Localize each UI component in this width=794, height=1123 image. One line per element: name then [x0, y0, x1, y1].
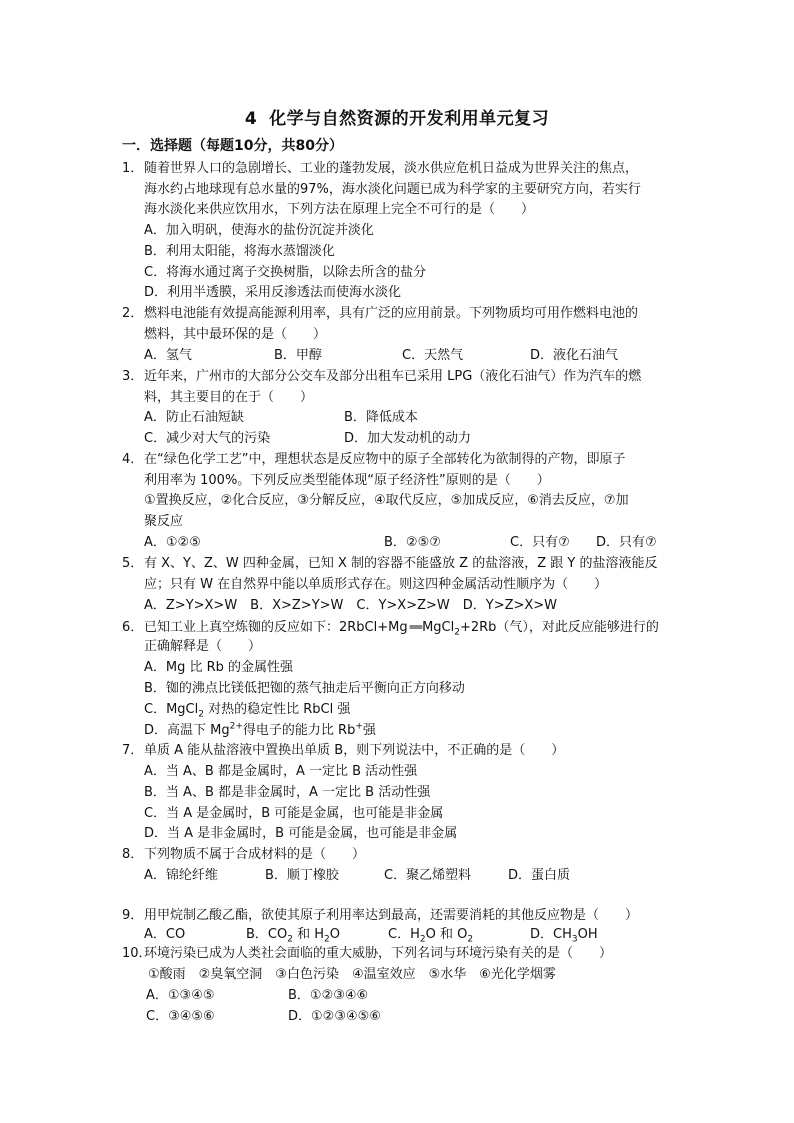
question-1-line-3: 海水淡化来供应饮用水，下列方法在原理上完全不可行的是（ ）: [144, 202, 535, 217]
question-9-line-1: 9．用甲烷制乙酸乙酯，欲使其原子利用率达到最高，还需要消耗的其他反应物是（ ）: [122, 908, 639, 923]
question-3-line-1: 3．近年来，广州市的大部分公交车及部分出租车已采用 LPG（液化石油气）作为汽车的燃: [122, 369, 642, 384]
title-text: 化学与自然资源的开发利用单元复习: [269, 109, 550, 129]
section-heading: 一．选择题（每题10分，共80分）: [122, 138, 343, 154]
question-number: 1．: [122, 161, 144, 176]
question-2-option-b: B．甲醇: [274, 348, 322, 363]
document-title: [0, 104, 794, 129]
question-4-option-c: C．只有⑦: [510, 535, 570, 550]
question-6-line-1: 6．已知工业上真空炼铷的反应如下：2RbCl+Mg ══ MgCl$_2$+2Rb（气），对此反应能够进行的: [122, 617, 659, 638]
question-10-options-row-1: [0, 986, 794, 1006]
question-7-line-1: 7．单质 A 能从盐溶液中置换出单质 B，则下列说法中，不正确的是（ ）: [122, 743, 565, 758]
question-2-options: [0, 346, 794, 366]
question-4-line-1: 4．在“绿色化学工艺”中，理想状态是反应物中的原子全部转化为欲制得的产物，即原子: [122, 452, 626, 467]
question-4-option-d: D．只有⑦: [596, 535, 657, 550]
question-4-option-b: B．②⑤⑦: [384, 535, 441, 550]
question-6-line-2: 正确解释是（ ）: [144, 639, 262, 654]
question-7-option-c: C．当 A 是金属时，B 可能是金属，也可能是非金属: [144, 806, 444, 821]
question-10-option-b: B．①②③④⑥: [288, 988, 369, 1003]
question-9-option-d: D．$CH_3OH$: [530, 927, 598, 945]
question-4-list-line-1: ①置换反应，②化合反应，③分解反应，④取代反应，⑤加成反应，⑥消去反应，⑦加: [144, 493, 629, 508]
question-9-option-b: B．$CO_2$ 和 $H_2O$: [246, 927, 340, 945]
question-2-line-2: 燃料，其中最环保的是（ ）: [144, 327, 327, 342]
question-4-option-a: A．①②⑤: [144, 535, 201, 550]
question-7-option-b: B．当 A、B 都是非金属时，A 一定比 B 活动性强: [144, 785, 431, 800]
question-5-line-2: 应；只有 W 在自然界中能以单质形式存在。则这四种金属活动性顺序为（ ）: [144, 577, 608, 592]
question-4-list-line-2: 聚反应: [144, 514, 184, 529]
question-8-option-b: B．顺丁橡胶: [265, 868, 339, 883]
question-6-option-c: C．MgCl$_2$ 对热的稳定性比 RbCl 强: [144, 702, 351, 720]
question-8-line-1: 8．下列物质不属于合成材料的是（ ）: [122, 847, 366, 862]
question-2-option-a: A．氢气: [144, 348, 192, 363]
question-4-line-2: 利用率为 100%。下列反应类型能体现“原子经济性”原则的是（ ）: [144, 473, 550, 488]
title-number: 4: [244, 109, 258, 129]
question-3-options-row-2: [0, 429, 794, 449]
question-7-option-d: D．当 A 是非金属时，B 可能是金属，也可能是非金属: [144, 826, 458, 841]
question-7-option-a: A．当 A、B 都是金属时，A 一定比 B 活动性强: [144, 764, 418, 779]
question-6-option-a: A．Mg 比 Rb 的金属性强: [144, 660, 294, 675]
question-5-line-1: 5．有 X、Y、Z、W 四种金属，已知 X 制的容器不能盛放 Z 的盐溶液，Z 跟 Y 的盐溶液能反: [122, 556, 658, 571]
question-8-option-a: A．锦纶纤维: [144, 868, 218, 883]
question-2-option-c: C．天然气: [402, 348, 464, 363]
question-9-options: [0, 925, 794, 945]
question-8-option-c: C．聚乙烯塑料: [384, 868, 472, 883]
question-3-option-a: A．防止石油短缺: [144, 410, 244, 425]
question-10-list: ①酸雨 ②臭氧空洞 ③白色污染 ④温室效应 ⑤水华 ⑥光化学烟雾: [148, 967, 556, 982]
question-3-line-2: 料，其主要目的在于（ ）: [144, 390, 314, 405]
question-1-option-b: B．利用太阳能，将海水蒸馏淡化: [144, 244, 335, 259]
question-3-option-d: D．加大发动机的动力: [344, 431, 472, 446]
question-10-option-c: C．③④⑤⑥: [146, 1009, 215, 1024]
question-10-option-d: D．①②③④⑤⑥: [288, 1009, 381, 1024]
question-6-option-b: B．铷的沸点比镁低把铷的蒸气抽走后平衡向正方向移动: [144, 681, 465, 696]
question-1-line-2: 海水约占地球现有总水量的97%，海水淡化问题已成为科学家的主要研究方向，若实行: [144, 182, 641, 197]
question-3-options-row-1: [0, 408, 794, 428]
question-3-option-b: B．降低成本: [344, 410, 418, 425]
question-10-line-1: 10．环境污染已成为人类社会面临的重大威胁，下列名词与环境污染有关的是（ ）: [122, 946, 613, 961]
question-3-option-c: C．减少对大气的污染: [144, 431, 271, 446]
reaction-arrow: ══: [409, 620, 421, 634]
question-2-line-1: 2．燃料电池能有效提高能源利用率，具有广泛的应用前景。下列物质均可用作燃料电池的: [122, 306, 639, 321]
question-10-option-a: A．①③④⑤: [146, 988, 215, 1003]
question-5-options: A．Z>Y>X>W B．X>Z>Y>W C．Y>X>Z>W D．Y>Z>X>W: [144, 598, 558, 613]
question-6-option-d: D．高温下 $Mg^{2+}$得电子的能力比 Rb+强: [144, 721, 376, 738]
question-8-option-d: D．蛋白质: [508, 868, 571, 883]
question-1-option-c: C．将海水通过离子交换树脂，以除去所含的盐分: [144, 265, 427, 280]
question-1-line-1: 1．随着世界人口的急剧增长、工业的蓬勃发展，淡水供应危机日益成为世界关注的焦点，: [122, 159, 638, 179]
question-9-option-a: A．CO: [144, 927, 186, 942]
question-1-option-d: D．利用半透膜，采用反渗透法而使海水淡化: [144, 285, 402, 300]
question-1-option-a: A．加入明矾，使海水的盐份沉淀并淡化: [144, 223, 374, 238]
question-9-option-c: C．$H_2O$ 和 $O_2$: [388, 927, 474, 945]
question-4-options: [0, 533, 794, 553]
question-8-options: [0, 866, 794, 886]
question-2-option-d: D．液化石油气: [530, 348, 619, 363]
question-10-options-row-2: [0, 1007, 794, 1027]
